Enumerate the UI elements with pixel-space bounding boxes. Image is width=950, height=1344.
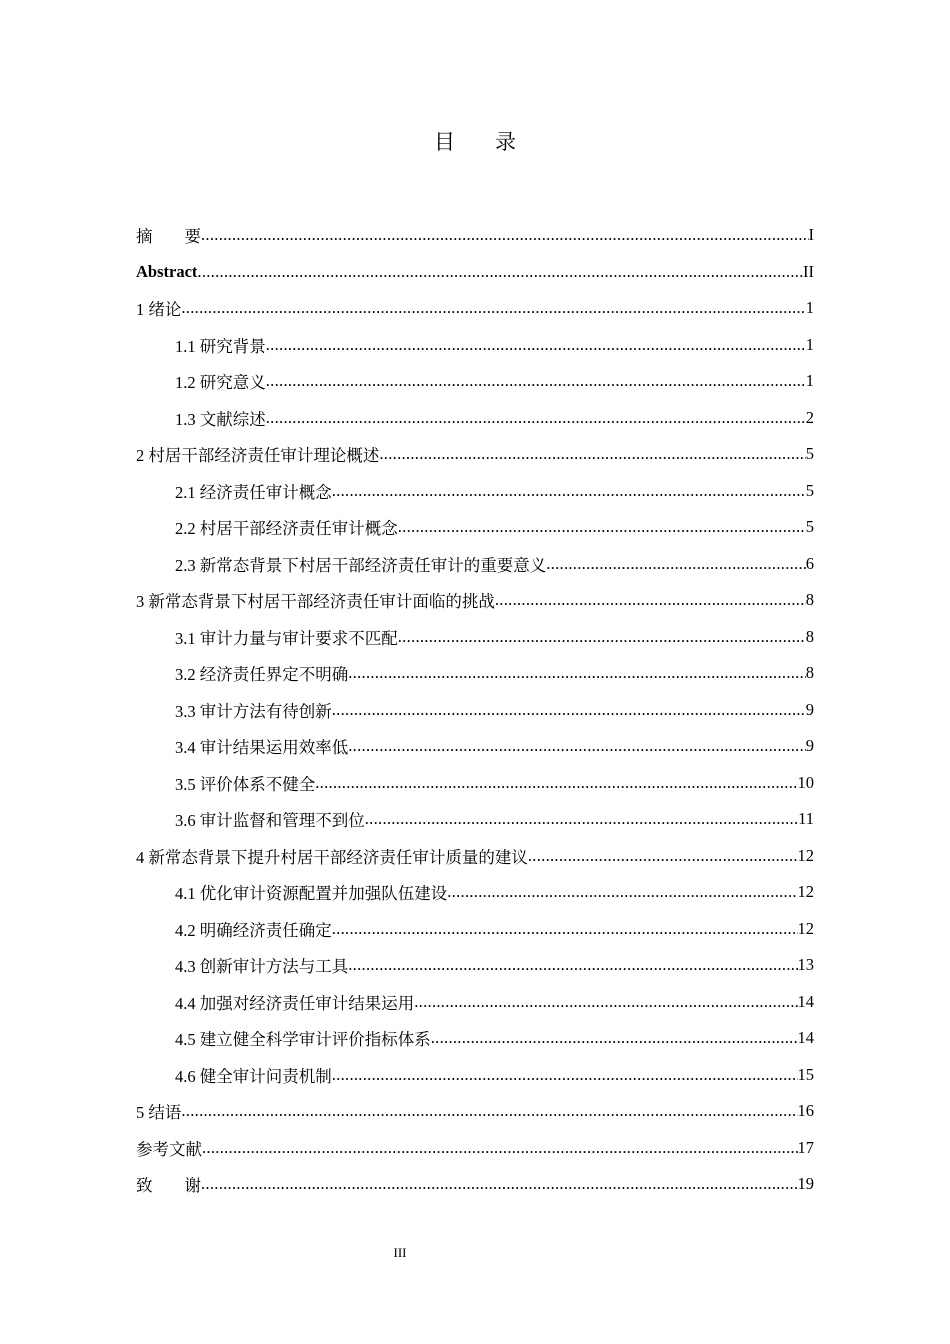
- toc-entry-label: 3.2 经济责任界定不明确: [175, 665, 349, 685]
- toc-entry-label: 4.5 建立健全科学审计评价指标体系: [175, 1030, 431, 1050]
- toc-entry[interactable]: [136, 327, 814, 364]
- toc-entry-page: 1: [805, 298, 814, 318]
- toc-entry[interactable]: [136, 838, 814, 875]
- toc-entry[interactable]: [136, 728, 814, 765]
- dot-leader: [414, 992, 797, 1012]
- toc-entry-label: 4.4 加强对经济责任审计结果运用: [175, 993, 415, 1013]
- toc-entry-page: 1: [805, 334, 814, 354]
- toc-entry-label: 2.1 经济责任审计概念: [175, 482, 332, 502]
- toc-entry-label: 3.6 审计监督和管理不到位: [175, 811, 365, 831]
- toc-entry-page: 8: [805, 626, 814, 646]
- toc-entry-label: 4.1 优化审计资源配置并加强队伍建设: [175, 884, 448, 904]
- dot-leader: [201, 1174, 798, 1194]
- toc-entry-label: 3 新常态背景下村居干部经济责任审计面临的挑战: [136, 592, 495, 612]
- page-number: III: [393, 1245, 407, 1260]
- toc-entry-label: 1.1 研究背景: [175, 336, 266, 356]
- dot-leader: [546, 554, 806, 574]
- toc-entry-page: 14: [797, 991, 814, 1011]
- toc-entry-label: 4.3 创新审计方法与工具: [175, 957, 349, 977]
- toc-entry[interactable]: [136, 473, 814, 510]
- toc-entry[interactable]: [136, 400, 814, 437]
- table-of-contents: [136, 217, 814, 1203]
- dot-leader: [332, 481, 806, 501]
- toc-entry-page: 8: [805, 663, 814, 683]
- dot-leader: [447, 882, 797, 902]
- toc-entry-label: 4.2 明确经济责任确定: [175, 920, 332, 940]
- toc-entry[interactable]: [136, 765, 814, 802]
- toc-entry-page: 14: [797, 1028, 814, 1048]
- dot-leader: [348, 663, 806, 683]
- toc-entry-label: Abstract: [136, 261, 198, 281]
- toc-entry-page: 9: [805, 736, 814, 756]
- toc-entry-label: 1.2 研究意义: [175, 373, 266, 393]
- toc-entry-page: II: [803, 261, 814, 281]
- toc-entry[interactable]: [136, 911, 814, 948]
- toc-entry-page: 12: [797, 918, 814, 938]
- toc-entry-page: 15: [797, 1064, 814, 1084]
- toc-entry-page: 5: [805, 517, 814, 537]
- toc-entry-page: 12: [797, 882, 814, 902]
- toc-entry-page: 16: [797, 1101, 814, 1121]
- toc-entry[interactable]: [136, 546, 814, 583]
- dot-leader: [266, 335, 806, 355]
- dot-leader: [266, 371, 806, 391]
- toc-entry[interactable]: [136, 801, 814, 838]
- dot-leader: [181, 1101, 797, 1121]
- dot-leader: [528, 846, 798, 866]
- toc-entry[interactable]: [136, 217, 814, 254]
- toc-entry-label: 5 结语: [136, 1103, 182, 1123]
- toc-entry[interactable]: [136, 509, 814, 546]
- toc-entry[interactable]: [136, 1057, 814, 1094]
- toc-entry-page: 10: [797, 772, 814, 792]
- dot-leader: [431, 1028, 798, 1048]
- toc-entry-page: I: [808, 225, 814, 245]
- toc-entry-label: 3.3 审计方法有待创新: [175, 701, 332, 721]
- toc-entry[interactable]: [136, 1130, 814, 1167]
- toc-entry[interactable]: [136, 1166, 814, 1203]
- dot-leader: [379, 444, 805, 464]
- dot-leader: [348, 736, 806, 756]
- toc-entry[interactable]: [136, 363, 814, 400]
- toc-entry-label: 1.3 文献综述: [175, 409, 266, 429]
- toc-entry[interactable]: [136, 947, 814, 984]
- toc-entry-label: 1 绪论: [136, 300, 182, 320]
- dot-leader: [332, 919, 798, 939]
- toc-entry-label: 参考文献: [136, 1139, 202, 1159]
- toc-entry-page: 17: [797, 1137, 814, 1157]
- toc-entry-page: 5: [805, 480, 814, 500]
- dot-leader: [332, 700, 806, 720]
- dot-leader: [348, 955, 797, 975]
- toc-entry-page: 8: [805, 590, 814, 610]
- toc-entry-label: 3.1 审计力量与审计要求不匹配: [175, 628, 398, 648]
- toc-entry-label: 致谢: [136, 1176, 233, 1196]
- dot-leader: [202, 1138, 798, 1158]
- dot-leader: [197, 262, 803, 282]
- toc-entry-page: 19: [797, 1174, 814, 1194]
- toc-entry-label: 2 村居干部经济责任审计理论概述: [136, 446, 380, 466]
- toc-entry-label: 3.4 审计结果运用效率低: [175, 738, 349, 758]
- toc-entry[interactable]: [136, 582, 814, 619]
- dot-leader: [365, 809, 798, 829]
- toc-entry[interactable]: [136, 290, 814, 327]
- toc-entry-page: 1: [805, 371, 814, 391]
- dot-leader: [398, 627, 806, 647]
- toc-entry-page: 2: [805, 407, 814, 427]
- toc-entry-label: 2.3 新常态背景下村居干部经济责任审计的重要意义: [175, 555, 547, 575]
- toc-entry-page: 5: [805, 444, 814, 464]
- page-title: 目录: [434, 130, 556, 154]
- dot-leader: [495, 590, 806, 610]
- toc-entry-page: 13: [797, 955, 814, 975]
- toc-entry-page: 6: [805, 553, 814, 573]
- toc-entry[interactable]: [136, 254, 814, 291]
- toc-entry-label: 4.6 健全审计问责机制: [175, 1066, 332, 1086]
- toc-entry[interactable]: [136, 1093, 814, 1130]
- dot-leader: [398, 517, 806, 537]
- toc-entry-label: 4 新常态背景下提升村居干部经济责任审计质量的建议: [136, 847, 528, 867]
- toc-entry-page: 9: [805, 699, 814, 719]
- dot-leader: [266, 408, 806, 428]
- dot-leader: [201, 225, 809, 245]
- toc-entry-page: 11: [798, 809, 814, 829]
- toc-entry[interactable]: [136, 655, 814, 692]
- toc-entry-page: 12: [797, 845, 814, 865]
- toc-entry-label: 3.5 评价体系不健全: [175, 774, 316, 794]
- toc-entry-label: 2.2 村居干部经济责任审计概念: [175, 519, 398, 539]
- toc-entry[interactable]: [136, 619, 814, 656]
- toc-entry[interactable]: [136, 692, 814, 729]
- toc-entry[interactable]: [136, 874, 814, 911]
- toc-entry[interactable]: [136, 1020, 814, 1057]
- toc-entry[interactable]: [136, 436, 814, 473]
- dot-leader: [315, 773, 797, 793]
- toc-entry[interactable]: [136, 984, 814, 1021]
- dot-leader: [332, 1065, 798, 1085]
- toc-entry-label: 摘要: [136, 227, 233, 247]
- dot-leader: [181, 298, 805, 318]
